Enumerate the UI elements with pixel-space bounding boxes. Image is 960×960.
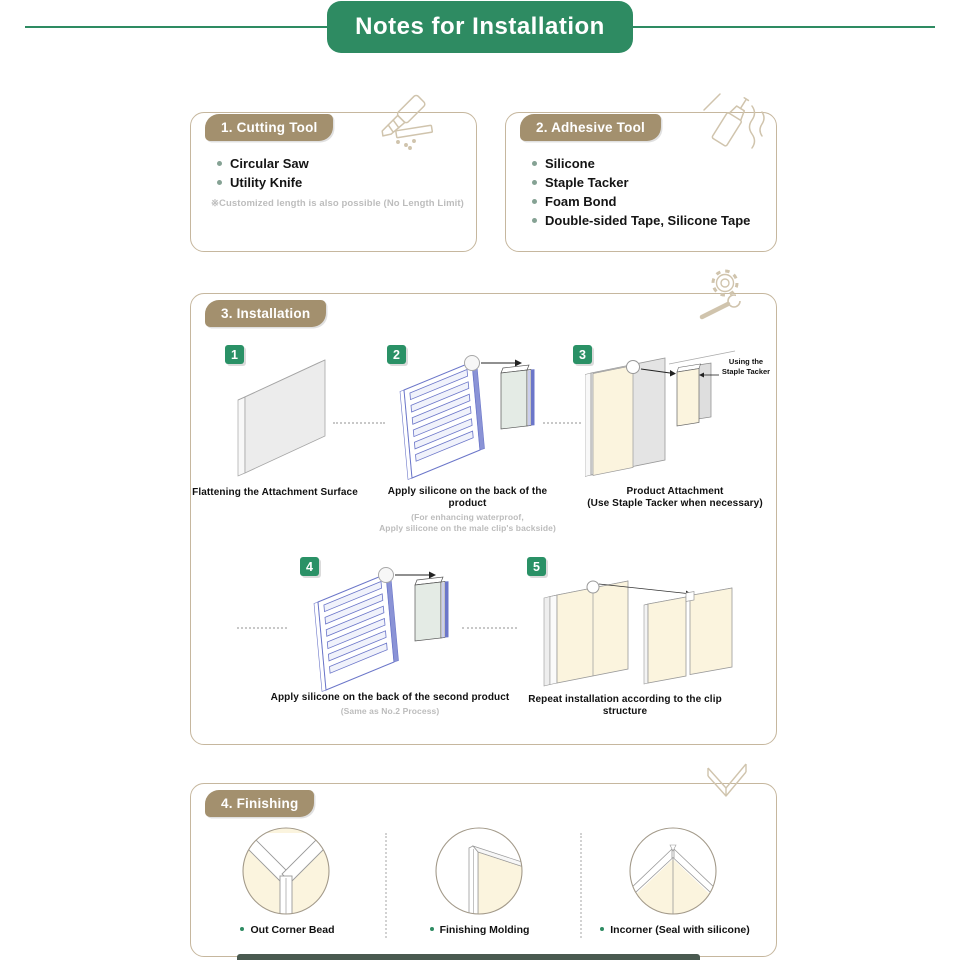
bullet-dot: [532, 199, 537, 204]
step5-caption: Repeat installation according to the clip structure: [528, 694, 722, 717]
step-number-badge: 1: [225, 345, 244, 364]
cutting-tool-list: [217, 155, 309, 193]
step2-caption: [370, 486, 565, 533]
step3-caption: [575, 486, 775, 510]
utility-knife-icon: [366, 90, 442, 152]
finishing-item-caption: [575, 924, 775, 936]
list-item: [532, 174, 750, 192]
cutting-item-label: Utility Knife: [230, 175, 303, 190]
corner-bead-icon: [700, 758, 756, 806]
step4-subcaption: (Same as No.2 Process): [340, 706, 440, 716]
step2-subcaption: [370, 512, 565, 533]
sealant-tube-icon: [696, 82, 770, 162]
step4-caption-line: Apply silicone on the back of the second product: [270, 692, 510, 703]
bullet-dot: [430, 927, 434, 931]
wrench-notch: [736, 294, 744, 301]
list-item: [532, 212, 750, 230]
finishing-item-label: Out Corner Bead: [250, 924, 335, 936]
adhesive-item-label: Double-sided Tape, Silicone Tape: [545, 213, 751, 228]
adhesive-item-label: Staple Tacker: [545, 175, 629, 190]
step1-caption: Flattening the Attachment Surface: [192, 487, 358, 498]
finishing-molding-diagram: [434, 826, 524, 916]
bullet-dot: [532, 180, 537, 185]
adhesive-tool-list: [532, 155, 750, 231]
dotted-vertical-divider: [580, 833, 582, 938]
step3-caption-line2: (Use Staple Tacker when necessary): [587, 498, 763, 509]
dotted-vertical-divider: [385, 833, 387, 938]
step5-clip-structure-diagram: [540, 560, 740, 695]
step2-sub-line2: Apply silicone on the male clip's backside): [379, 522, 556, 533]
cutting-note: ※Customized length is also possible (No Length Limit): [211, 198, 464, 209]
cutting-item-label: Circular Saw: [230, 156, 309, 171]
bullet-dot: [217, 161, 222, 166]
footer-bar: [237, 954, 700, 960]
bullet-dot: [240, 927, 244, 931]
gear-wrench-icon: [692, 263, 756, 323]
list-item: [217, 155, 309, 173]
dotted-divider: [333, 422, 385, 424]
dotted-divider: [462, 627, 517, 629]
step1-flat-panel-diagram: [230, 352, 340, 482]
step2-caption-line: Apply silicone on the back of the product: [387, 486, 548, 509]
finishing-item-label: Incorner (Seal with silicone): [610, 924, 750, 936]
adhesive-tool-title: 2. Adhesive Tool: [520, 114, 661, 141]
step2-sub-line1: (For enhancing waterproof,: [411, 512, 524, 522]
step4-silicone-panel-diagram: [302, 562, 452, 697]
step-number-badge: 2: [387, 345, 406, 364]
step-number-badge: 4: [300, 557, 319, 576]
finishing-item-caption: [210, 924, 365, 936]
finishing-title: 4. Finishing: [205, 790, 314, 817]
installation-title: 3. Installation: [205, 300, 326, 327]
incorner-diagram: [628, 826, 718, 916]
bullet-dot: [217, 180, 222, 185]
list-item: [532, 193, 750, 211]
dotted-divider: [237, 627, 287, 629]
adhesive-item-label: Foam Bond: [545, 194, 617, 209]
bullet-dot: [532, 161, 537, 166]
bullet-dot: [600, 927, 604, 931]
dotted-divider: [543, 422, 581, 424]
step4-caption: [270, 692, 510, 717]
step3-caption-line1: Product Attachment: [626, 486, 724, 497]
step3-annotation-line1: Using the: [728, 357, 764, 366]
list-item: [217, 174, 309, 192]
out-corner-bead-diagram: [241, 826, 331, 916]
step-number-badge: 5: [527, 557, 546, 576]
adhesive-item-label: Silicone: [545, 156, 595, 171]
step-number-badge: 3: [573, 345, 592, 364]
step2-silicone-panel-diagram: [388, 350, 538, 485]
step3-annotation-line2: Staple Tacker: [721, 367, 771, 376]
step3-annotation: [719, 357, 773, 377]
finishing-item-caption: [402, 924, 557, 936]
page-title: Notes for Installation: [327, 1, 633, 53]
bullet-dot: [532, 218, 537, 223]
cutting-tool-title: 1. Cutting Tool: [205, 114, 333, 141]
finishing-item-label: Finishing Molding: [439, 924, 530, 936]
